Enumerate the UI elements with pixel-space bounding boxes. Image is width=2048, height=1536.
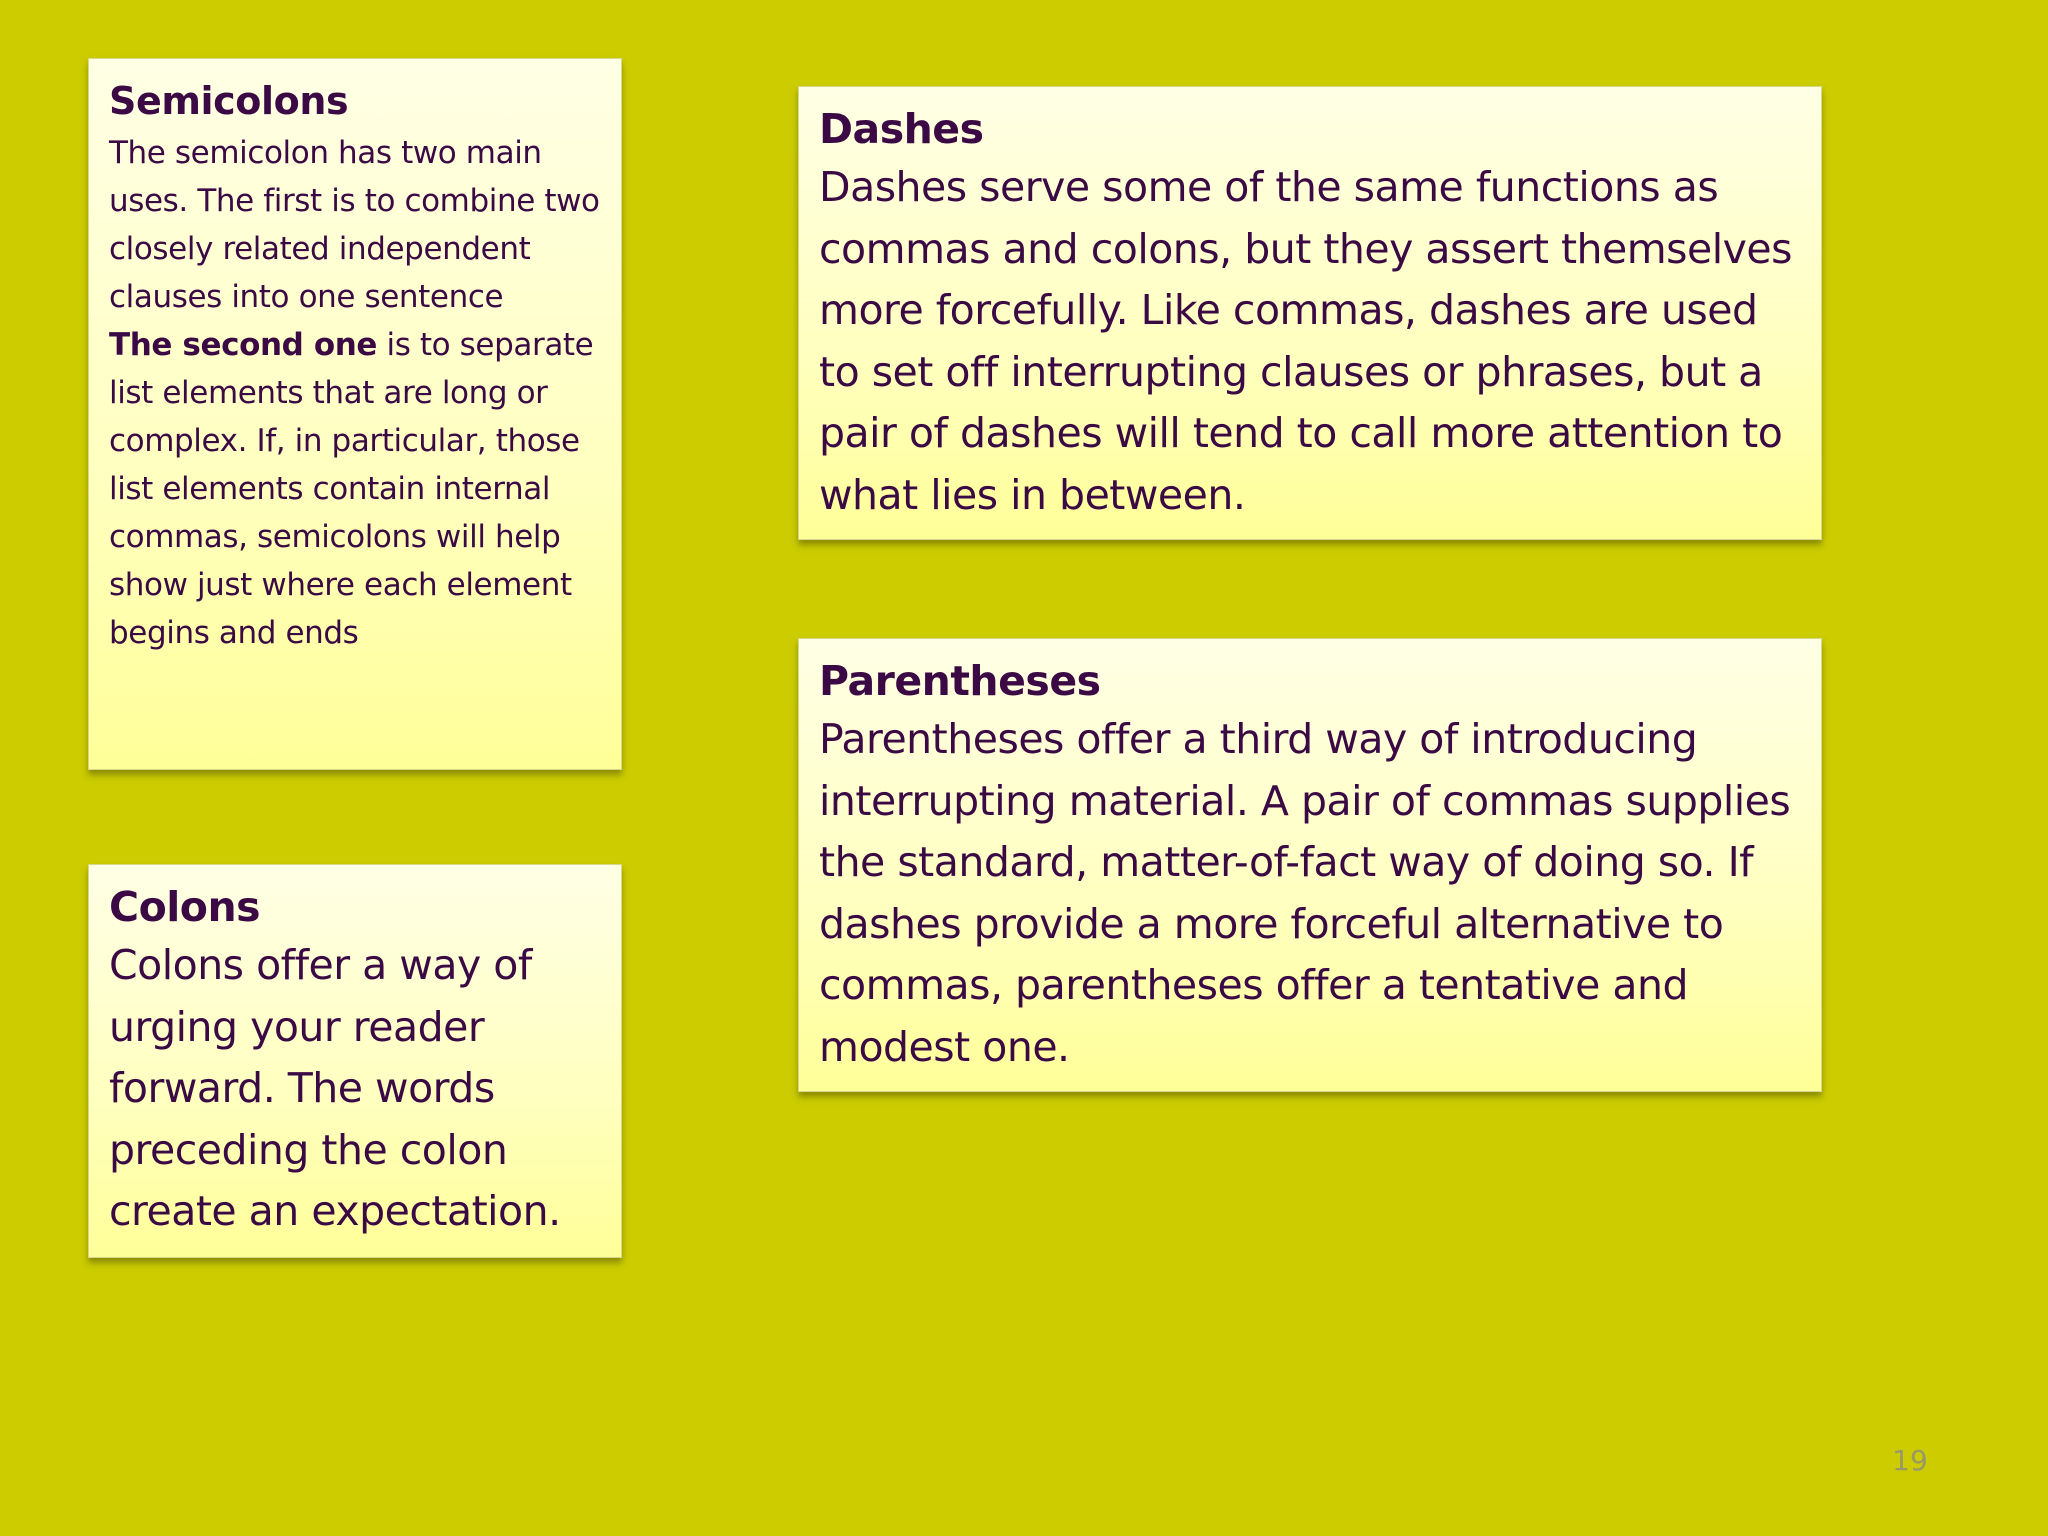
page-number: 19	[1892, 1444, 1928, 1477]
colons-card	[88, 864, 622, 1258]
dashes-card	[798, 86, 1822, 540]
parentheses-card	[798, 638, 1822, 1092]
semicolons-card	[88, 58, 622, 770]
semicolons-body-part2: is to separate list elements that are long or complex. If, in particular, those list elements contain internal commas, semicolons will help show just where each element begins and ends	[109, 327, 594, 651]
dashes-body: Dashes serve some of the same functions as commas and colons, but they assert themselves more forcefully. Like commas, dashes are used to set off interrupting clauses or phrases, but a pair of dashes will tend to call more attention to what lies in between.	[819, 163, 1792, 519]
colons-body: Colons offer a way of urging your reader forward. The words preceding the colon create an expectation.	[109, 941, 561, 1235]
colons-heading: Colons	[109, 883, 261, 931]
dashes-heading: Dashes	[819, 105, 984, 153]
parentheses-body: Parentheses offer a third way of introducing interrupting material. A pair of commas supplies the standard, matter-of-fact way of doing so. If dashes provide a more forceful alternative to commas, parentheses offer a tentative and modest one.	[819, 715, 1791, 1071]
parentheses-heading: Parentheses	[819, 657, 1101, 705]
semicolons-body-part1: The semicolon has two main uses. The first is to combine two closely related independent clauses into one sentence	[109, 135, 600, 315]
semicolons-heading: Semicolons	[109, 79, 349, 123]
semicolons-body-bold: The second one	[109, 327, 378, 363]
